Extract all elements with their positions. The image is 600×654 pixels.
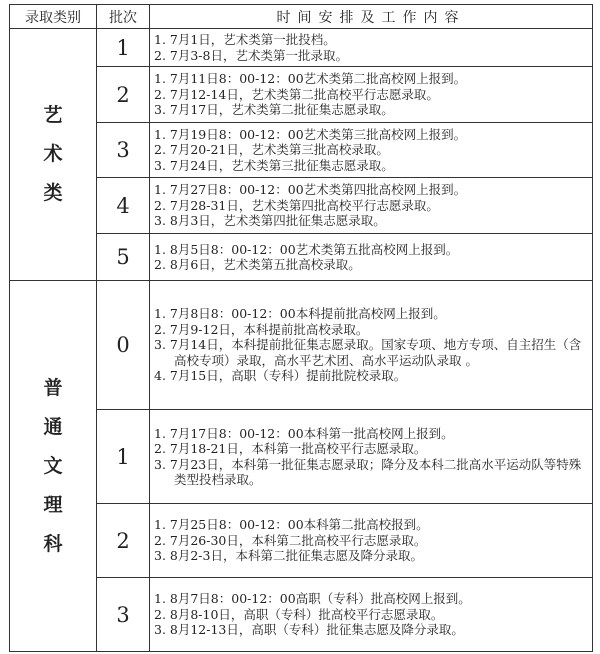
category-label: 普通文理科 — [43, 376, 63, 555]
schedule-item: 3. 7月24日，艺术类第三批征集志愿录取。 — [154, 157, 394, 173]
schedule-item: 1. 7月19日8：00-12：00艺术类第三批高校网上报到。 — [154, 126, 467, 142]
schedule-item: 1. 7月17日8：00-12：00本科第一批高校网上报到。 — [154, 425, 454, 441]
table-row — [10, 504, 593, 578]
table-row — [10, 178, 593, 234]
content-cell — [150, 29, 593, 67]
schedule-item: 2. 7月9-12日，本科提前批高校录取。 — [154, 321, 369, 337]
schedule-item: 3. 7月23日，本科第一批征集志愿录取；降分及本科二批高水平运动队等特殊类型投档录取。 — [154, 456, 582, 487]
content-cell — [150, 504, 593, 578]
schedule-item: 1. 7月27日8：00-12：00艺术类第四批高校网上报到。 — [154, 182, 467, 198]
header-content: 时间安排及工作内容 — [150, 5, 593, 29]
batch-cell: 1 — [97, 410, 150, 504]
schedule-item: 3. 8月12-13日，高职（专科）批征集志愿及降分录取。 — [154, 622, 464, 638]
content-cell — [150, 578, 593, 652]
batch-cell: 1 — [97, 29, 150, 67]
schedule-item: 1. 8月5日8：00-12：00艺术类第五批高校网上报到。 — [154, 241, 459, 257]
schedule-item: 2. 8月6日，艺术类第五批高校录取。 — [154, 257, 361, 272]
schedule-item: 1. 7月8日8：00-12：00本科提前批高校网上报到。 — [154, 306, 446, 322]
schedule-item: 2. 8月8-10日，高职（专科）批高校平行志愿录取。 — [154, 606, 444, 622]
table-header-row — [10, 5, 593, 29]
batch-cell: 2 — [97, 67, 150, 123]
header-category: 录取类别 — [10, 5, 97, 29]
admission-schedule-table — [9, 4, 593, 652]
batch-cell: 0 — [97, 281, 150, 410]
header-batch: 批次 — [97, 5, 150, 29]
content-cell — [150, 123, 593, 178]
schedule-item: 1. 8月7日8：00-12：00高职（专科）批高校网上报到。 — [154, 591, 471, 607]
category-label: 艺术类 — [43, 104, 63, 204]
content-cell — [150, 281, 593, 410]
category-cell — [10, 281, 97, 652]
schedule-item: 1. 7月1日，艺术类第一批投档。 — [154, 32, 336, 47]
batch-cell: 5 — [97, 234, 150, 281]
schedule-item: 3. 8月3日，艺术类第四批征集志愿录取。 — [154, 213, 386, 229]
schedule-item: 2. 7月28-31日，艺术类第四批高校平行志愿录取。 — [154, 197, 439, 213]
table-row — [10, 123, 593, 178]
schedule-item: 1. 7月25日8：00-12：00本科第二批高校报到。 — [154, 517, 429, 533]
batch-cell: 3 — [97, 123, 150, 178]
schedule-item: 1. 7月11日8：00-12：00艺术类第二批高校网上报到。 — [154, 71, 467, 87]
table-row — [10, 281, 593, 410]
schedule-item: 2. 7月12-14日，艺术类第二批高校平行志愿录取。 — [154, 86, 439, 102]
content-cell — [150, 178, 593, 234]
schedule-item: 2. 7月18-21日，本科第一批高校平行志愿录取。 — [154, 441, 427, 456]
batch-cell: 2 — [97, 504, 150, 578]
content-cell — [150, 410, 593, 504]
content-cell — [150, 67, 593, 123]
schedule-item: 3. 7月14日，本科提前批征集志愿录取。国家专项、地方专项、自主招生（含高校专项）录取，高水平艺术团、高水平运动队录取 。 — [154, 337, 582, 368]
table-row — [10, 67, 593, 123]
batch-cell: 3 — [97, 578, 150, 652]
batch-cell: 4 — [97, 178, 150, 234]
schedule-item: 3. 7月17日，艺术类第二批征集志愿录取。 — [154, 102, 394, 118]
schedule-item: 2. 7月26-30日，本科第二批高校平行志愿录取。 — [154, 532, 427, 548]
schedule-item: 4. 7月15日，高职（专科）提前批院校录取。 — [154, 368, 407, 384]
table-row — [10, 410, 593, 504]
content-cell — [150, 234, 593, 281]
schedule-item: 3. 8月2-3日，本科第二批征集志愿及降分录取。 — [154, 548, 423, 564]
table-row — [10, 234, 593, 281]
schedule-item: 2. 7月3-8日，艺术类第一批录取。 — [154, 47, 348, 63]
table-row — [10, 578, 593, 652]
category-cell — [10, 29, 97, 281]
table-row — [10, 29, 593, 67]
schedule-item: 2. 7月20-21日，艺术类第三批高校录取。 — [154, 142, 389, 158]
